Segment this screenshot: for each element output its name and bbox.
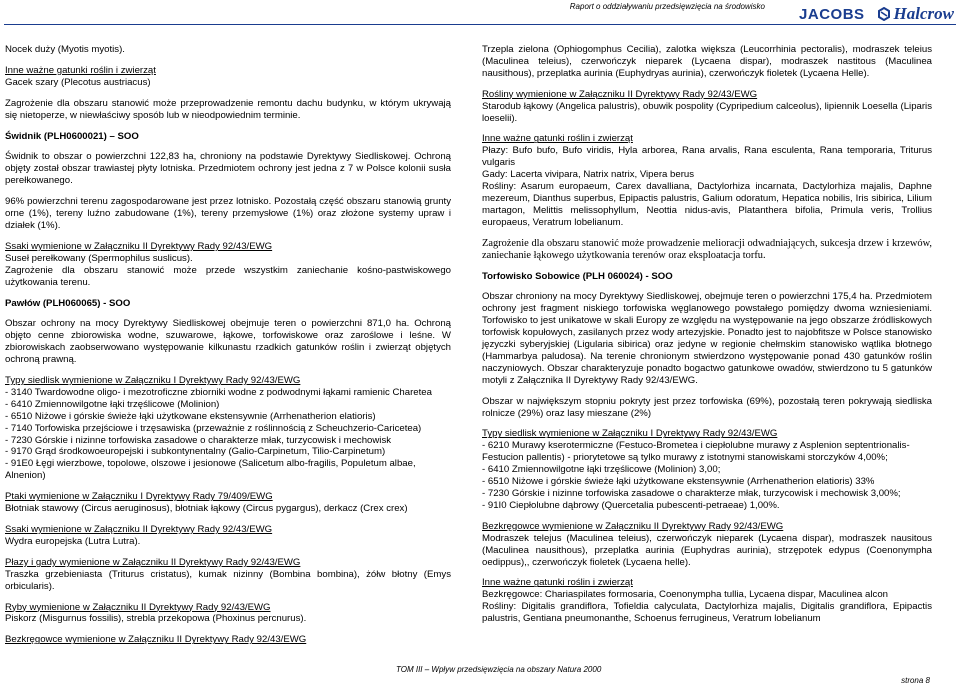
pawlow-fish xyxy=(5,602,451,626)
plants-text: Starodub łąkowy (Angelica palustris), obuwik pospolity (Cypripedium calceolus), lipiennik Loesella (Liparis loeselii). xyxy=(482,100,932,124)
page-number: strona 8 xyxy=(901,676,930,685)
sobowice-other-plants: Rośliny: Digitalis grandiflora, Tofieldia calyculata, Dactylorhiza majalis, Digitalis grandiflora, Epipactis palustris, Gentiana pneumonanthe, Schoenus ferrugineus, Veratrum lobelianum xyxy=(482,601,932,625)
left-para-bats: Nocek duży (Myotis myotis). xyxy=(5,44,125,55)
invertebrates-heading: Bezkręgowce wymienione w Załączniku II Dyrektywy Rady 92/43/EWG xyxy=(5,634,307,646)
pawlow-mammals xyxy=(5,524,451,548)
list-item: - 6210 Murawy kserotermiczne (Festuco-Brometea i ciepłolubne murawy z Asplenion septentrionalis-Festucion pallentis) - priorytetowe są tylko murawy z istotnymi stanowiskami storczyków 4,00%; xyxy=(482,440,910,464)
header-rule xyxy=(4,24,956,25)
amphibians-list: Płazy: Bufo bufo, Bufo viridis, Hyla arborea, Rana arvalis, Rana esculenta, Rana temporaria, Triturus vulgaris xyxy=(482,145,932,169)
left-column xyxy=(5,44,451,655)
list-item: - 9170 Grąd środkowoeuropejski i subkontynentalny (Galio-Carpinetum, Tilio-Carpinetum) xyxy=(5,446,386,458)
sobowice-invertebrates-text: Modraszek telejus (Maculinea teleius), czerwończyk nieparek (Lycaena dispar), modraszek nausitous (Maculinea nausithous), przeplatka aurinia (Euphydras aurinia), strzępotek edypus (Coenonympha oedippus),, czerwończyk fioletek (Lycaena helle). xyxy=(482,532,932,568)
jacobs-logo: JACOBS xyxy=(799,5,865,23)
sobowice-land-use: Obszar w największym stopniu pokryty jest przez torfowiska (69%), pozostałą teren pokrywają siedliska rolnicze (29%) oraz lasy mieszane (2%) xyxy=(482,395,932,419)
swidnik-land-use: 96% powierzchni terenu zagospodarowane jest przez lotnisko. Pozostałą część obszaru stanowią grunty orne (1%), tereny luźno zabudowane (1%), tereny przemysłowe (1%) oraz złożone systemy upraw i działek (1%). xyxy=(5,196,451,231)
pawlow-habitats-list xyxy=(5,387,451,482)
pawlow-habitats-heading: Typy siedlisk wymienione w Załączniku I Dyrektywy Rady 92/43/EWG xyxy=(5,375,301,387)
sobowice-other-species xyxy=(482,577,932,625)
right-invertebrates-para: Trzepla zielona (Ophiogomphus Cecilia), zalotka większa (Leucorrhinia pectoralis), modraszek teleius (Maculinea teleius), czerwończyk nieparek (Lycaena dispar), modraszek nastitous (Maculinea nausithous), przeplatka aurinia (Euphydryas aurinia), czerwończyk fioletek (Lycaena Helle). xyxy=(482,44,932,79)
left-other-species xyxy=(5,65,451,89)
pawlow-threat: Zagrożenie dla obszaru stanowić może prowadzenie melioracji odwadniających, sukcesja drzew i krzewów, zaniechanie łąkowego użytkowania terenów oraz eksploatacja torfu. xyxy=(482,237,932,261)
list-item: - 7230 Górskie i nizinne torfowiska zasadowe o charakterze młak, turzycowisk i mechowisk 3,00%; xyxy=(482,488,901,499)
swidnik-para: Świdnik to obszar o powierzchni 122,83 ha, chroniony na podstawie Dyrektywy Siedliskowej. Ochroną objęty został obszar trawiastej płyty lotniska. Przedmiotem ochrony jest jedna z 7 w Polsce kolonii susła perełkowanego. xyxy=(5,151,451,187)
sobowice-invertebrates-heading: Bezkręgowce wymienione w Załączniku II Dyrektywy Rady 92/43/EWG xyxy=(482,520,784,532)
mammals-text: Suseł perełkowany (Spermophilus suslicus). xyxy=(5,252,193,264)
sobowice-invertebrates xyxy=(482,521,932,569)
right-other-species xyxy=(482,133,932,228)
left-threat-para: Zagrożenie dla obszaru stanowić może przeprowadzenie remontu dachu budynku, w którym ukrywają się nietoperze, w niewłaściwy sposób lub w nieodpowiednim terminie. xyxy=(5,97,451,121)
swidnik-mammals xyxy=(5,241,451,289)
fish-text: Piskorz (Misgurnus fossilis), strebla przekopowa (Phoxinus percnurus). xyxy=(5,613,307,625)
birds-text: Błotniak stawowy (Circus aeruginosus), błotniak łąkowy (Circus pygargus), derkacz (Crex crex) xyxy=(5,503,408,515)
list-item: - 6510 Niżowe i górskie świeże łąki użytkowane ekstensywnie (Arrhenatherion elatioris) 33% xyxy=(482,476,875,488)
mammals-heading: Ssaki wymienione w Załączniku II Dyrektywy Rady 92/43/EWG xyxy=(5,240,273,252)
list-item: - 6510 Niżowe i górskie świeże łąki użytkowane ekstensywnie (Arrhenatherion elatioris) xyxy=(5,410,376,422)
pawlow-birds xyxy=(5,491,451,515)
footer-title: TOM III – Wpływ przedsięwzięcia na obszary Natura 2000 xyxy=(396,665,602,674)
header-logos xyxy=(799,4,954,24)
swidnik-heading: Świdnik (PLH0600021) – SOO xyxy=(5,130,139,142)
swidnik-threat: Zagrożenie dla obszaru stanowić może przede wszystkim zaniechanie kośno-pastwiskowego użytkowania terenu. xyxy=(5,264,451,288)
list-item: - 7140 Torfowiska przejściowe i trzęsawiska (przeważnie z roślinnością z Scheuchzerio-Caricetea) xyxy=(5,422,422,434)
list-item: - 6410 Zmiennowilgotne łąki trzęślicowe (Molinion) 3,00; xyxy=(482,464,721,476)
pawlow-mammals-heading: Ssaki wymienione w Załączniku II Dyrektywy Rady 92/43/EWG xyxy=(5,524,273,535)
list-item: - 3140 Twardowodne oligo- i mezotroficzne zbiorniki wodne z podwodnymi łąkami ramienic Charetea xyxy=(5,386,432,398)
halcrow-mark-icon xyxy=(877,7,891,21)
right-plants xyxy=(482,89,932,125)
halcrow-logo-text: Halcrow xyxy=(893,4,954,23)
fish-heading: Ryby wymienione w Załączniku II Dyrektywy Rady 92/43/EWG xyxy=(5,601,271,613)
reptiles-list: Gady: Lacerta vivipara, Natrix natrix, Vipera berus xyxy=(482,169,695,181)
right-column xyxy=(482,44,932,634)
pawlow-mammals-text: Wydra europejska (Lutra Lutra). xyxy=(5,535,141,547)
sobowice-heading: Torfowisko Sobowice (PLH 060024) - SOO xyxy=(482,270,673,282)
sobowice-habitats-heading: Typy siedlisk wymienione w Załączniku I Dyrektywy Rady 92/43/EWG xyxy=(482,428,778,440)
birds-heading: Ptaki wymienione w Załączniku I Dyrektywy Rady 79/409/EWG xyxy=(5,491,273,503)
list-item: - 6410 Zmiennowilgotne łąki trzęślicowe (Molinion) xyxy=(5,398,220,410)
amphibians-text: Traszka grzebieniasta (Triturus cristatus), kumak nizinny (Bombina bombina), żółw błotny (Emys orbicularis). xyxy=(5,568,451,592)
header-title: Raport o oddziaływaniu przedsięwzięcia na środowisko xyxy=(569,2,765,11)
amphibians-heading: Płazy i gady wymienione w Załączniku II Dyrektywy Rady 92/43/EWG xyxy=(5,556,301,568)
list-item: - 7230 Górskie i nizinne torfowiska zasadowe o charakterze młak, turzycowisk i mechowisk xyxy=(5,434,392,446)
other-species-text: Gacek szary (Plecotus austriacus) xyxy=(5,76,151,88)
plants-list: Rośliny: Asarum europaeum, Carex davalliana, Dactylorhiza incarnata, Dactylorhiza majalis, Daphne mezereum, Dianthus superbus, Epipactis palustris, Galium odoratum, Hepatica nobilis, Iris sibirica, Lilium martagon, Melittis melissophyllum, Neottia nidus-avis, Platanthera bifolia, Primula veris, Trollius europaeus, Veratrum lobelianum. xyxy=(482,181,932,228)
pawlow-para: Obszar ochrony na mocy Dyrektywy Siedliskowej obejmuje teren o powierzchni 871,0 ha. Ochroną objęto cenne zbiorowiska wodne, szuwarowe, łąkowe, torfowiskowe oraz zaroślowe i leśne. W zbiorowiskach zaobserwowano występowanie kilkunastu rzadkich gatunków roślin i zwierząt objętych ochroną prawną. xyxy=(5,318,451,366)
pawlow-amphibians xyxy=(5,557,451,593)
sobowice-para: Obszar chroniony na mocy Dyrektywy Siedliskowej, obejmuje teren o powierzchni 175,4 ha. Przedmiotem ochrony jest fragment niskiego torfowiska węglanowego powstałego pomiędzy dwoma wzniesieniami. Torfowisko to jest unikatowe w skali Europy ze względu na występowanie na jego obszarze źródliskowych torfowisk kopułowych, zasilanych przez wody artezyjskie. Ponadto jest to najobfitsze w Polsce stanowisko języczki syberyjskiej (Ligularia sibirica) oraz jedyne w regionie chełmskim stanowisko wątlika błotnego (Hammarbya paludosa). Na terenie chronionym stwierdzono występowanie ponad 430 gatunków roślin naczyniowych. Obszar charakteryzuje ponadto bogactwo gatunkowe owadów, stwierdzono tu 5 gatunków motyli z Załącznika II Dyrektywy Rady 92/43/EWG. xyxy=(482,291,932,386)
sobowice-other-invertebrates: Bezkręgowce: Chariaspilates formosaria, Coenonympha tullia, Lycaena dispar, Maculinea alcon xyxy=(482,589,888,601)
sobowice-other-heading: Inne ważne gatunki roślin i zwierząt xyxy=(482,577,633,589)
right-other-heading: Inne ważne gatunki roślin i zwierząt xyxy=(482,133,633,145)
plants-heading: Rośliny wymienione w Załączniku II Dyrektywy Rady 92/43/EWG xyxy=(482,88,758,100)
other-species-heading: Inne ważne gatunki roślin i zwierząt xyxy=(5,64,156,76)
halcrow-logo xyxy=(877,4,954,24)
pawlow-heading: Pawłów (PLH060065) - SOO xyxy=(5,297,131,309)
list-item: - 91I0 Ciepłolubne dąbrowy (Quercetalia pubescenti-petraeae) 1,00%. xyxy=(482,499,780,511)
list-item: - 91E0 Łęgi wierzbowe, topolowe, olszowe i jesionowe (Salicetum albo-fragilis, Populetum albae, Alnenion) xyxy=(5,458,416,482)
sobowice-habitats-list xyxy=(482,440,932,511)
